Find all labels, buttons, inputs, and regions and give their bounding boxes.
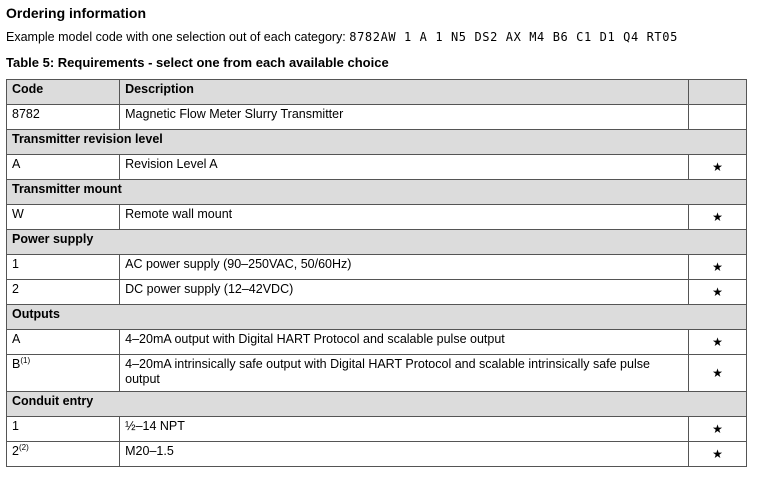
standard-option-cell: [688, 355, 746, 392]
section-header-row: [7, 180, 747, 205]
footnote-marker: (1): [20, 355, 31, 365]
option-description: M20–1.5: [120, 442, 689, 467]
page-heading: Ordering information: [6, 5, 146, 21]
star-icon: ★: [712, 334, 723, 349]
example-model-code: [6, 30, 678, 44]
option-description: DC power supply (12–42VDC): [120, 280, 689, 305]
table-row: [7, 205, 747, 230]
option-code-cell: [7, 442, 120, 467]
product-row: [7, 105, 747, 130]
option-description: AC power supply (90–250VAC, 50/60Hz): [120, 255, 689, 280]
table-row: [7, 280, 747, 305]
option-code: A: [12, 332, 21, 346]
table-row: [7, 417, 747, 442]
option-code-cell: [7, 417, 120, 442]
standard-option-cell: [688, 255, 746, 280]
option-code: W: [12, 207, 24, 221]
option-description: 4–20mA output with Digital HART Protocol and scalable pulse output: [120, 330, 689, 355]
section-header-row: [7, 305, 747, 330]
table-title: Table 5: Requirements - select one from each available choice: [6, 55, 389, 70]
standard-option-cell: [688, 155, 746, 180]
product-description: Magnetic Flow Meter Slurry Transmitter: [120, 105, 689, 130]
standard-option-cell: [688, 280, 746, 305]
option-code: 2: [12, 282, 19, 296]
option-code-cell: [7, 355, 120, 392]
section-title: Transmitter mount: [7, 180, 747, 205]
option-description: ½–14 NPT: [120, 417, 689, 442]
option-description: Revision Level A: [120, 155, 689, 180]
section-title: Conduit entry: [7, 392, 747, 417]
section-title: Transmitter revision level: [7, 130, 747, 155]
option-code-cell: [7, 205, 120, 230]
option-code: 2: [12, 444, 19, 458]
product-code: 8782: [7, 105, 120, 130]
column-header-blank: [688, 80, 746, 105]
table-row: [7, 330, 747, 355]
section-header-row: [7, 392, 747, 417]
column-header-code: Code: [7, 80, 120, 105]
star-icon: ★: [712, 446, 723, 461]
option-code-cell: [7, 280, 120, 305]
star-icon: ★: [712, 284, 723, 299]
table-header-row: [7, 80, 747, 105]
option-code-cell: [7, 330, 120, 355]
section-header-row: [7, 130, 747, 155]
table-row: [7, 442, 747, 467]
option-code: B: [12, 357, 21, 371]
table-row: [7, 155, 747, 180]
example-code: 8782AW 1 A 1 N5 DS2 AX M4 B6 C1 D1 Q4 RT05: [349, 30, 678, 44]
standard-option-cell: [688, 417, 746, 442]
example-label: Example model code with one selection out of each category:: [6, 30, 350, 44]
column-header-description: Description: [120, 80, 689, 105]
star-icon: ★: [712, 365, 723, 380]
option-code-cell: [7, 155, 120, 180]
star-icon: ★: [712, 421, 723, 436]
table-row: [7, 255, 747, 280]
standard-option-cell: [688, 442, 746, 467]
table-row: [7, 355, 747, 392]
option-description: Remote wall mount: [120, 205, 689, 230]
option-code: A: [12, 157, 21, 171]
option-code-cell: [7, 255, 120, 280]
star-icon: ★: [712, 209, 723, 224]
option-code: 1: [12, 419, 19, 433]
standard-option-cell: [688, 205, 746, 230]
option-description: 4–20mA intrinsically safe output with Digital HART Protocol and scalable intrinsically safe pulse output: [120, 355, 689, 392]
star-icon: ★: [712, 159, 723, 174]
standard-option-cell: [688, 330, 746, 355]
star-icon: ★: [712, 259, 723, 274]
option-code: 1: [12, 257, 19, 271]
section-header-row: [7, 230, 747, 255]
footnote-marker: (2): [18, 442, 29, 452]
requirements-table: [6, 79, 747, 467]
section-title: Outputs: [7, 305, 747, 330]
product-star-cell: [688, 105, 746, 130]
section-title: Power supply: [7, 230, 747, 255]
